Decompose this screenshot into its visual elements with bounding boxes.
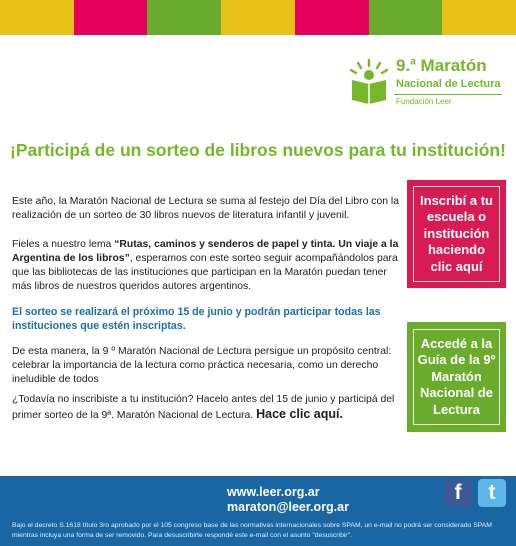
maraton-logo[interactable]	[346, 56, 516, 112]
logo-foundation: Fundación Leer	[396, 97, 452, 106]
color-bar-segment	[442, 0, 516, 35]
footer	[0, 476, 516, 546]
register-button-label: Inscribí a tu escuela o institución haciendo clic aquí	[413, 186, 500, 283]
twitter-icon[interactable]: t	[478, 479, 506, 507]
color-bar-segment	[295, 0, 369, 35]
click-here-link[interactable]: Hace clic aquí.	[256, 407, 343, 421]
book-reader-icon	[346, 56, 392, 106]
headline: ¡Participá de un sorteo de libros nuevos para tu institución!	[10, 140, 506, 160]
guide-button-label: Accedé a la Guía de la 9º Maratón Nacional de Lectura	[413, 329, 500, 426]
color-bar-segment	[74, 0, 148, 35]
website-link[interactable]: www.leer.org.ar	[227, 485, 320, 499]
logo-title: 9.$^a$ Maratón	[396, 56, 487, 75]
guide-button[interactable]	[407, 322, 506, 432]
paragraph-motto: Fieles a nuestro lema “Rutas, caminos y senderos de papel y tinta. Un viaje a la Argentina de los libros”, esperamos con este sorteo seguir acompañándolos para que las bibliotecas de las instituciones que participan en la Maratón puedan tener más libros de nuestros queridos autores argentinos.	[12, 239, 399, 292]
top-color-bar	[0, 0, 516, 35]
facebook-icon[interactable]: f	[444, 479, 472, 507]
color-bar-segment	[147, 0, 221, 35]
paragraph-purpose: De esta manera, la 9 º Maratón Nacional de Lectura persigue un propósito central: celebrar la importancia de la lectura como práctica necesaria, como un derecho ineludible de todos	[12, 346, 392, 385]
paragraph-draw-date: El sorteo se realizará el próximo 15 de junio y podrán participar todas las instituciones que estén inscriptas.	[12, 306, 381, 332]
logo-divider	[394, 94, 502, 95]
motto-text: “Rutas, caminos y senderos de papel y tinta. Un viaje a la Argentina de los libros”	[12, 239, 399, 264]
paragraph-register: ¿Todavía no inscribiste a tu institución? Hacelo antes del 15 de junio y participá del primer sorteo de la 9ª. Maratón Nacional de Lectura. Hace clic aquí.	[12, 394, 395, 421]
color-bar-segment	[0, 0, 74, 35]
logo-subtitle: Nacional de Lectura	[396, 78, 501, 90]
paragraph-intro: Este año, la Maratón Nacional de Lectura se suma al festejo del Día del Libro con la realización de un sorteo de 30 libros nuevos de literatura infantil y juvenil.	[12, 196, 399, 221]
email-link[interactable]: maraton@leer.org.ar	[227, 500, 349, 514]
register-institution-button[interactable]	[407, 180, 506, 288]
color-bar-segment	[369, 0, 443, 35]
legal-disclaimer: Bajo el decreto S.1618 título 3ro aprobado por el 105 congreso base de las normativas internacionales sobre SPAM, un e-mail no podrá ser considerado SPAM mientras incluya una forma de ser removido. Para desuscribirte respondé este e-mail con el asunto "desuscribir".	[12, 522, 492, 539]
color-bar-segment	[221, 0, 295, 35]
